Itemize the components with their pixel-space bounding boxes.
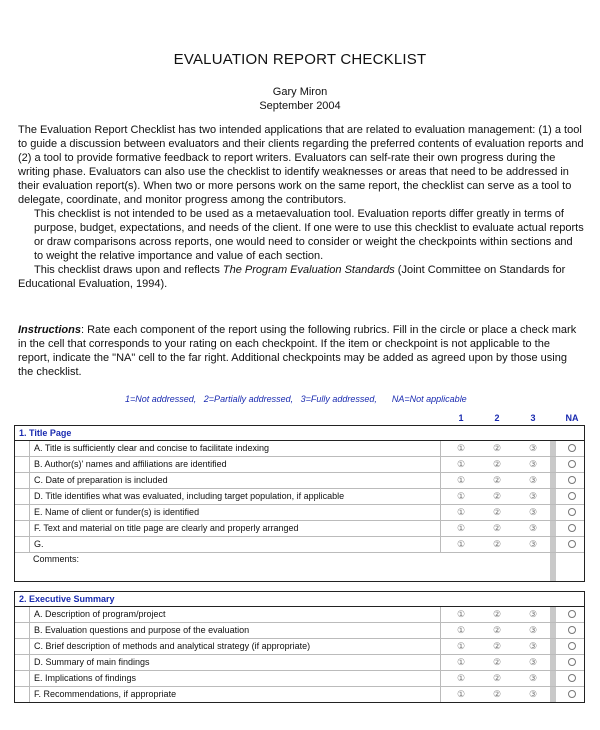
column-header-3: 3 <box>530 413 536 423</box>
rating-2-radio[interactable]: ② <box>492 443 502 453</box>
document-title: EVALUATION REPORT CHECKLIST <box>173 51 427 68</box>
column-divider <box>550 623 556 638</box>
column-header-1: 1 <box>458 413 464 423</box>
rating-3-radio[interactable]: ③ <box>528 443 538 453</box>
instructions-text: : Rate each component of the report using the following rubrics. Fill in the circle or place a check mark in the cell that corresponds to your rating on each checkpoint. If the item or checkpoint is not applicable to the report, indicate the "NA" cell to the far right. Additional checkpoints may be added as agreed upon by those using the checklist. <box>18 324 577 378</box>
rating-2-radio[interactable]: ② <box>492 657 502 667</box>
intro-paragraph-2: This checklist is not intended to be used as a metaevaluation tool. Evaluation reports differ greatly in terms of purpose, budget, expectations, and needs of the client. If one were to use this checklist to evaluate actual reports or draw comparisons across reports, one would need to consider or weight the checkpoints within sections and to weight the relative importance and value of each section. <box>34 208 584 262</box>
checkpoint-label: F. Recommendations, if appropriate <box>29 687 441 702</box>
checkpoint-row <box>15 457 584 473</box>
checkpoint-row <box>15 671 584 687</box>
rating-na-radio[interactable] <box>568 690 576 698</box>
rating-2-radio[interactable]: ② <box>492 523 502 533</box>
checkpoint-label: D. Title identifies what was evaluated, including target population, if applicable <box>29 489 441 504</box>
rating-3-radio[interactable]: ③ <box>528 475 538 485</box>
rating-2-radio[interactable]: ② <box>492 491 502 501</box>
author-name: Gary Miron <box>272 86 328 98</box>
checkpoint-label: C. Date of preparation is included <box>29 473 441 488</box>
rating-1-radio[interactable]: ① <box>456 443 466 453</box>
column-divider <box>550 687 556 702</box>
rating-1-radio[interactable]: ① <box>456 641 466 651</box>
checkpoint-label: E. Implications of findings <box>29 671 441 686</box>
comments-field[interactable] <box>15 553 584 581</box>
author-block <box>0 85 600 113</box>
intro-p3-pre: This checklist draws upon and reflects <box>34 264 223 276</box>
column-divider <box>550 639 556 654</box>
checkpoint-label: B. Author(s)' names and affiliations are identified <box>29 457 441 472</box>
column-header-2: 2 <box>494 413 500 423</box>
rating-3-radio[interactable]: ③ <box>528 657 538 667</box>
rating-3-radio[interactable]: ③ <box>528 539 538 549</box>
checkpoint-row <box>15 473 584 489</box>
rating-na-radio[interactable] <box>568 610 576 618</box>
checkpoint-row <box>15 521 584 537</box>
column-divider <box>550 505 556 520</box>
rating-na-radio[interactable] <box>568 524 576 532</box>
rating-3-radio[interactable]: ③ <box>528 459 538 469</box>
author-date: September 2004 <box>259 100 341 112</box>
section-heading: 2. Executive Summary <box>15 592 584 607</box>
column-divider <box>550 441 556 456</box>
column-divider <box>550 521 556 536</box>
checkpoint-label: C. Brief description of methods and analytical strategy (if appropriate) <box>29 639 441 654</box>
rating-3-radio[interactable]: ③ <box>528 689 538 699</box>
rating-1-radio[interactable]: ① <box>456 673 466 683</box>
rating-2-radio[interactable]: ② <box>492 609 502 619</box>
checkpoint-row <box>15 537 584 553</box>
intro-paragraph-3 <box>18 263 584 277</box>
column-header-na: NA <box>565 413 579 423</box>
checkpoint-row <box>15 505 584 521</box>
intro-p3-title: The Program Evaluation Standards <box>222 264 395 276</box>
checklist-section <box>14 591 585 703</box>
rating-1-radio[interactable]: ① <box>456 459 466 469</box>
intro-paragraph-1: The Evaluation Report Checklist has two intended applications that are related to evaluation management: (1) a tool to guide a discussion between evaluators and their clients regarding the preferred contents of evaluation reports and (2) a tool to provide formative feedback to report writers. Evaluators can self-rate their own progress during the writing phase. Evaluators can also use the checklist to identify weaknesses or areas that need to be addressed in their evaluation report(s). When two or more persons work on the same report, the checklist can serve as a tool to delegate, coordinate, and monitor progress among the contributors. <box>18 124 584 206</box>
checkpoint-row <box>15 687 584 702</box>
column-divider <box>550 607 556 622</box>
rating-1-radio[interactable]: ① <box>456 491 466 501</box>
intro-paragraph-3-cont: Educational Evaluation, 1994). <box>18 278 168 290</box>
column-divider <box>550 655 556 670</box>
rating-na-radio[interactable] <box>568 444 576 452</box>
checkpoint-label: A. Title is sufficiently clear and concise to facilitate indexing <box>29 441 441 456</box>
checkpoint-label: B. Evaluation questions and purpose of the evaluation <box>29 623 441 638</box>
column-divider <box>550 473 556 488</box>
rating-1-radio[interactable]: ① <box>456 689 466 699</box>
rating-3-radio[interactable]: ③ <box>528 491 538 501</box>
checkpoint-row <box>15 639 584 655</box>
rating-na-radio[interactable] <box>568 626 576 634</box>
checkpoint-row <box>15 623 584 639</box>
rating-1-radio[interactable]: ① <box>456 657 466 667</box>
rating-2-radio[interactable]: ② <box>492 689 502 699</box>
instructions <box>18 323 584 379</box>
rating-na-radio[interactable] <box>568 460 576 468</box>
column-divider <box>550 457 556 472</box>
rating-na-radio[interactable] <box>568 476 576 484</box>
rating-na-radio[interactable] <box>568 658 576 666</box>
rating-1-radio[interactable]: ① <box>456 609 466 619</box>
rating-2-radio[interactable]: ② <box>492 641 502 651</box>
rating-3-radio[interactable]: ③ <box>528 507 538 517</box>
rating-2-radio[interactable]: ② <box>492 475 502 485</box>
rating-1-radio[interactable]: ① <box>456 523 466 533</box>
rating-2-radio[interactable]: ② <box>492 625 502 635</box>
rating-na-radio[interactable] <box>568 540 576 548</box>
instructions-label: Instructions <box>18 324 81 336</box>
checkpoint-row <box>15 655 584 671</box>
rating-2-radio[interactable]: ② <box>492 459 502 469</box>
rating-1-radio[interactable]: ① <box>456 625 466 635</box>
checkpoint-label: F. Text and material on title page are clearly and properly arranged <box>29 521 441 536</box>
comments-label: Comments: <box>33 554 80 564</box>
rating-na-radio[interactable] <box>568 674 576 682</box>
column-divider <box>550 671 556 686</box>
checkpoint-row <box>15 607 584 623</box>
rating-legend: 1=Not addressed, 2=Partially addressed, 3=Fully addressed, NA=Not applicable <box>125 394 467 404</box>
section-heading: 1. Title Page <box>15 426 584 441</box>
rating-2-radio[interactable]: ② <box>492 673 502 683</box>
rating-3-radio[interactable]: ③ <box>528 673 538 683</box>
rating-3-radio[interactable]: ③ <box>528 523 538 533</box>
checkpoint-label: A. Description of program/project <box>29 607 441 622</box>
rating-3-radio[interactable]: ③ <box>528 625 538 635</box>
column-divider <box>550 489 556 504</box>
checklist-section <box>14 425 585 582</box>
rating-1-radio[interactable]: ① <box>456 539 466 549</box>
checkpoint-row <box>15 441 584 457</box>
rating-na-radio[interactable] <box>568 508 576 516</box>
rating-na-radio[interactable] <box>568 642 576 650</box>
rating-2-radio[interactable]: ② <box>492 539 502 549</box>
checkpoint-row <box>15 489 584 505</box>
checkpoint-label: D. Summary of main findings <box>29 655 441 670</box>
rating-na-radio[interactable] <box>568 492 576 500</box>
column-divider <box>550 553 556 581</box>
introduction <box>18 123 584 291</box>
checkpoint-label: G. <box>29 537 441 552</box>
rating-3-radio[interactable]: ③ <box>528 641 538 651</box>
rating-1-radio[interactable]: ① <box>456 507 466 517</box>
rating-1-radio[interactable]: ① <box>456 475 466 485</box>
rating-2-radio[interactable]: ② <box>492 507 502 517</box>
column-divider <box>550 537 556 552</box>
checkpoint-label: E. Name of client or funder(s) is identified <box>29 505 441 520</box>
intro-p3-post: (Joint Committee on Standards for <box>394 264 566 276</box>
rating-3-radio[interactable]: ③ <box>528 609 538 619</box>
